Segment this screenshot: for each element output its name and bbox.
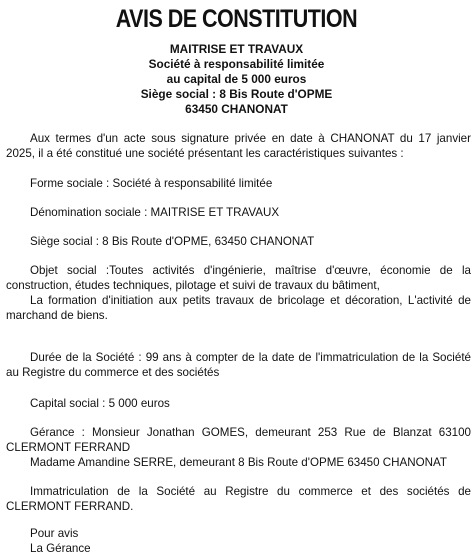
company-name: MAITRISE ET TRAVAUX [169,42,304,56]
capital-social: Capital social : 5 000 euros [30,397,170,410]
gerance-second-manager: Madame Amandine SERRE, demeurant 8 Bis Route d'OPME 63450 CHANONAT [30,456,447,469]
siege-social: Siège social : 8 Bis Route d'OPME, 63450 CHANONAT [30,235,315,248]
immatriculation: Immatriculation de la Société au Registre du commerce et des sociétés de CLERMONT FERRAND. [6,485,471,513]
company-legal-form: Société à responsabilité limitée [148,57,325,71]
duree-societe: Durée de la Société : 99 ans à compter de la date de l'immatriculation de la Société au Registre du commerce et des sociétés [6,351,471,379]
forme-sociale: Forme sociale : Société à responsabilité limitée [30,177,273,190]
objet-social-continued: La formation d'initiation aux petits travaux de bricolage et décoration, L'activité de marchand de biens. [6,294,471,322]
intro-paragraph: Aux termes d'un acte sous signature privée en date à CHANONAT du 17 janvier 2025, il a été constitué une société présentant les caractéristiques suivantes : [6,132,471,160]
company-capital: au capital de 5 000 euros [166,72,307,86]
notice-title: AVIS DE CONSTITUTION [115,5,358,33]
pour-avis: Pour avis [30,527,79,540]
company-address: Siège social : 8 Bis Route d'OPME [140,87,333,101]
company-postcode-city: 63450 CHANONAT [185,102,288,116]
denomination-sociale: Dénomination sociale : MAITRISE ET TRAVAUX [30,206,280,219]
signature: La Gérance [30,542,91,555]
objet-social: Objet social :Toutes activités d'ingénierie, maîtrise d'œuvre, économie de la construction, études techniques, pilotage et suivi de travaux du bâtiment, [6,264,471,292]
gerance: Gérance : Monsieur Jonathan GOMES, demeurant 253 Rue de Blanzat 63100 CLERMONT FERRAND [6,426,471,454]
